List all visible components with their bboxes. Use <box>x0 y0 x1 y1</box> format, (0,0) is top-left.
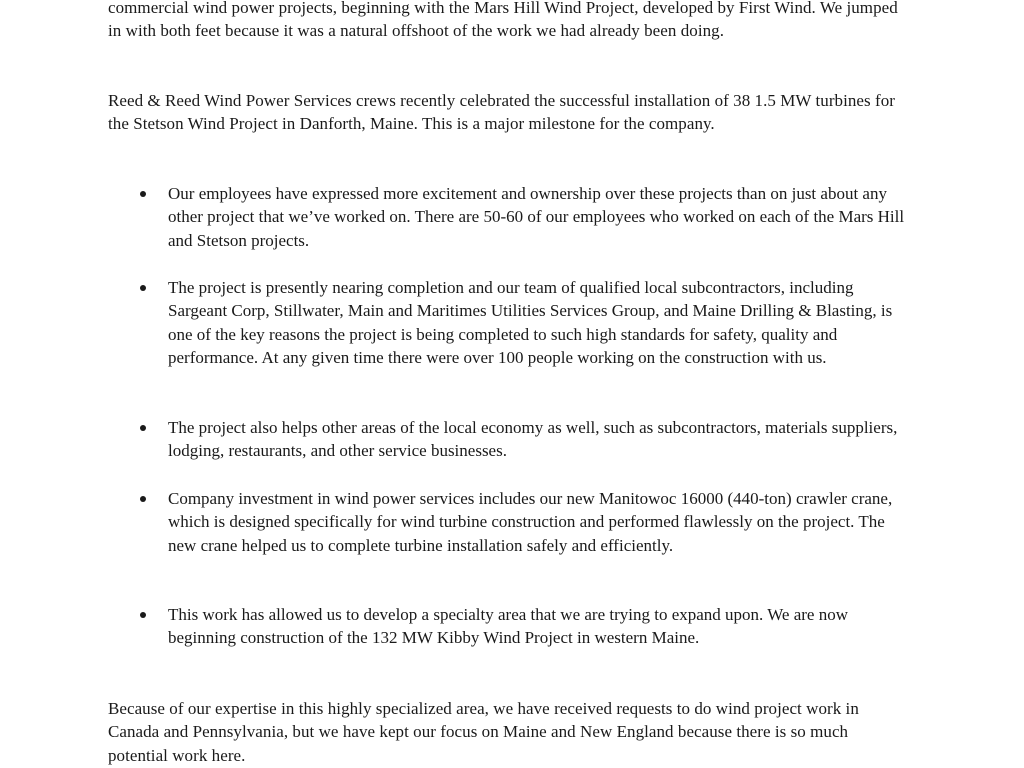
intro-paragraph: commercial wind power projects, beginning with the Mars Hill Wind Project, developed by First Wind. We jumped in with both feet because it was a natural offshoot of the work we had already been doing. <box>108 0 898 41</box>
bullet-icon <box>140 285 146 291</box>
list-item <box>168 276 910 370</box>
list-item <box>168 487 910 557</box>
list-item-text: This work has allowed us to develop a specialty area that we are trying to expand upon. We are now beginning construction of the 132 MW Kibby Wind Project in western Maine. <box>168 605 848 648</box>
bullet-icon <box>140 612 146 618</box>
bullet-icon <box>140 191 146 197</box>
list-item <box>168 416 910 463</box>
list-item-text: The project also helps other areas of the local economy as well, such as subcontractors, materials suppliers, lodging, restaurants, and other service businesses. <box>168 418 898 461</box>
milestone-paragraph: Reed & Reed Wind Power Services crews recently celebrated the successful installation of 38 1.5 MW turbines for the Stetson Wind Project in Danforth, Maine. This is a major milestone for the company. <box>108 91 895 134</box>
list-item-text: Our employees have expressed more excitement and ownership over these projects than on just about any other project that we’ve worked on. There are 50-60 of our employees who worked on each of the Mars Hill and Stetson projects. <box>168 184 905 250</box>
list-item <box>168 182 910 252</box>
list-item-text: Company investment in wind power services includes our new Manitowoc 16000 (440-ton) crawler crane, which is designed specifically for wind turbine construction and performed flawlessly on the project. The new crane helped us to complete turbine installation safely and efficiently. <box>168 489 893 555</box>
bullet-icon <box>140 496 146 502</box>
list-item-text: The project is presently nearing completion and our team of qualified local subcontractors, including Sargeant Corp, Stillwater, Main and Maritimes Utilities Services Group, and Maine Drilling & Blasting, is one of the key reasons the project is being completed to such high standards for safety, quality and performance. At any given time there were over 100 people working on the construction with us. <box>168 278 893 368</box>
list-item <box>168 603 910 650</box>
closing-paragraph: Because of our expertise in this highly specialized area, we have received requests to do wind project work in Canada and Pennsylvania, but we have kept our focus on Maine and New England because there is so much potential work here. <box>108 699 859 765</box>
bullet-icon <box>140 425 146 431</box>
